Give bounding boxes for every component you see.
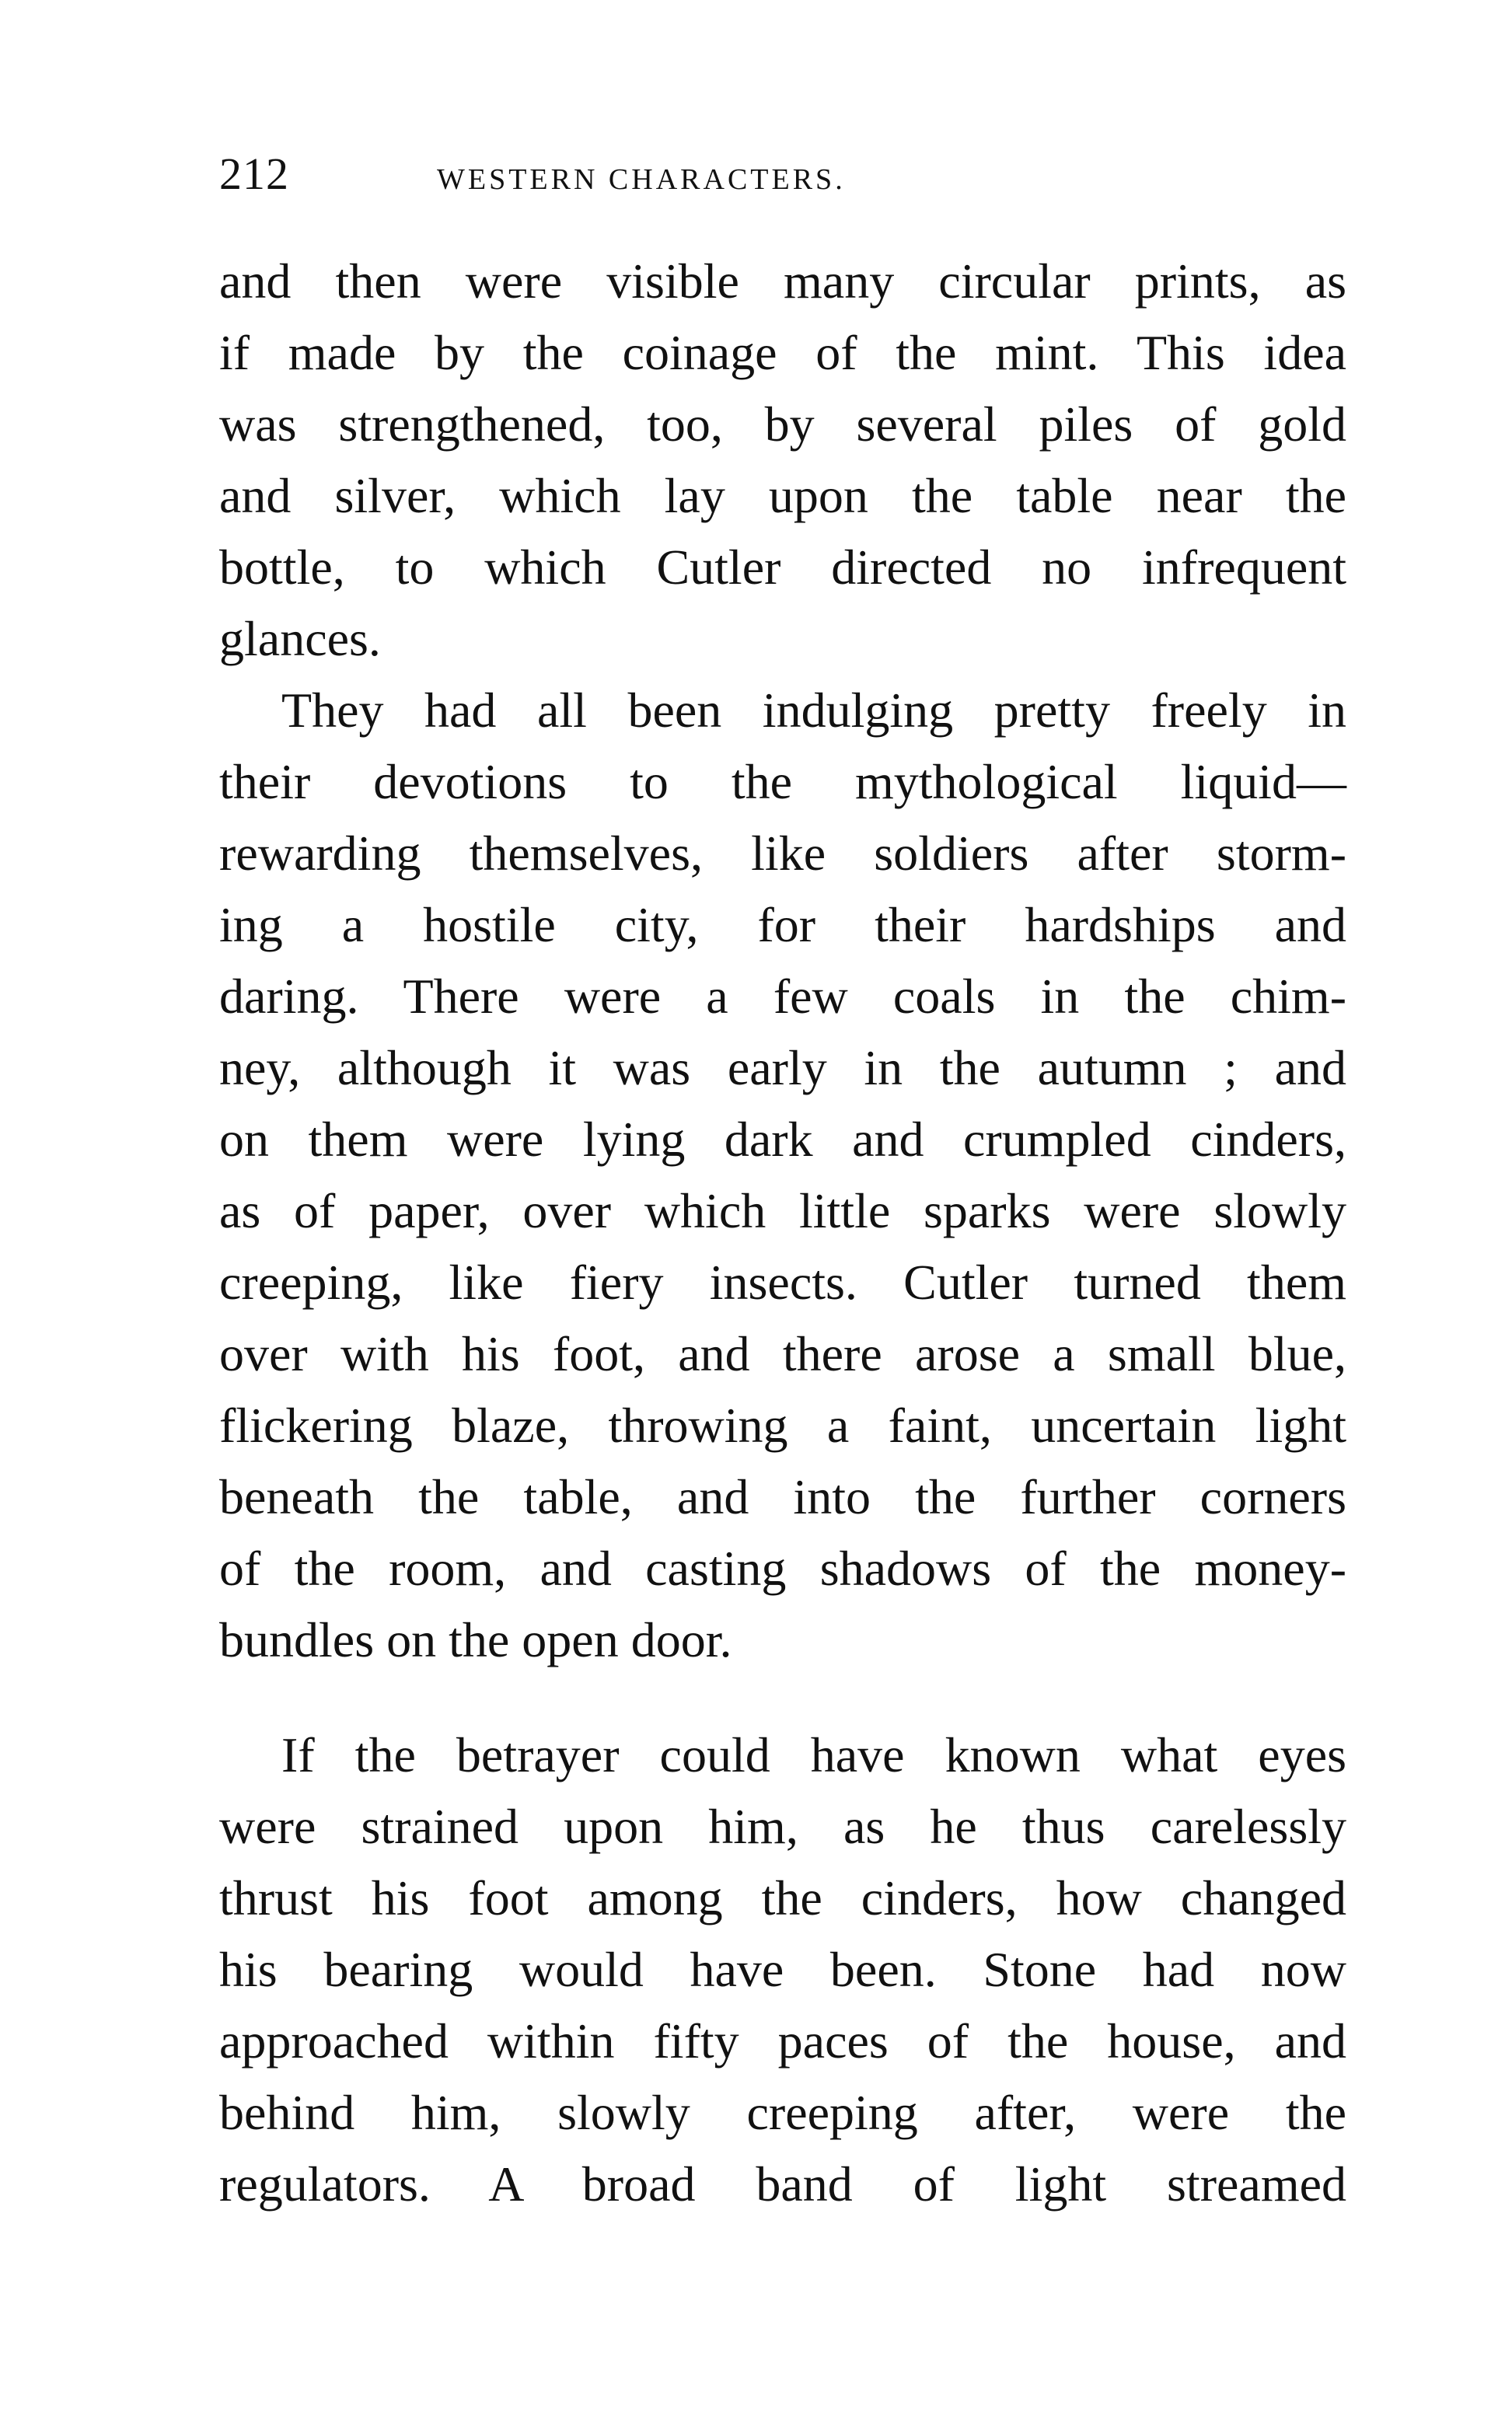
text-line: beneath the table, and into the further corners [219, 1469, 1346, 1524]
text-line: their devotions to the mythological liquid— [219, 754, 1346, 809]
paragraph-3 [219, 1719, 1346, 2220]
text-line: They had all been indulging pretty freely in [281, 683, 1346, 738]
text-line: creeping, like fiery insects. Cutler turned them [219, 1255, 1346, 1310]
text-line: of the room, and casting shadows of the money- [219, 1541, 1346, 1596]
page-number: 212 [219, 148, 289, 199]
text-line: thrust his foot among the cinders, how changed [219, 1870, 1346, 1925]
text-line: was strengthened, too, by several piles of gold [219, 396, 1346, 452]
text-line: his bearing would have been. Stone had now [219, 1942, 1346, 1997]
paragraph-1 [219, 246, 1346, 675]
text-line: approached within fifty paces of the house, and [219, 2013, 1346, 2069]
text-line: ney, although it was early in the autumn ; and [219, 1040, 1346, 1095]
text-line: and silver, which lay upon the table near the [219, 468, 1346, 523]
text-line: ing a hostile city, for their hardships and [219, 897, 1346, 952]
text-line: on them were lying dark and crumpled cinders, [219, 1112, 1346, 1167]
text-line: flickering blaze, throwing a faint, uncertain light [219, 1398, 1346, 1453]
running-title: WESTERN CHARACTERS. [437, 163, 846, 196]
text-line: were strained upon him, as he thus carelessly [219, 1799, 1346, 1854]
text-line: daring. There were a few coals in the chim- [219, 969, 1346, 1024]
text-line: if made by the coinage of the mint. This idea [219, 325, 1346, 380]
text-line: rewarding themselves, like soldiers after storm- [219, 826, 1346, 881]
text-line: If the betrayer could have known what eyes [281, 1727, 1346, 1782]
text-line: as of paper, over which little sparks were slowly [219, 1183, 1346, 1238]
text-line: bundles on the open door. [219, 1612, 732, 1667]
text-line: bottle, to which Cutler directed no infrequent [219, 539, 1346, 595]
text-line: glances. [219, 611, 381, 666]
text-line: over with his foot, and there arose a small blue, [219, 1326, 1346, 1381]
paragraph-2 [219, 675, 1346, 1676]
text-line: regulators. A broad band of light streamed [219, 2156, 1346, 2212]
page-header [219, 148, 1346, 218]
text-line: and then were visible many circular prints, as [219, 253, 1346, 309]
text-line: behind him, slowly creeping after, were the [219, 2085, 1346, 2140]
